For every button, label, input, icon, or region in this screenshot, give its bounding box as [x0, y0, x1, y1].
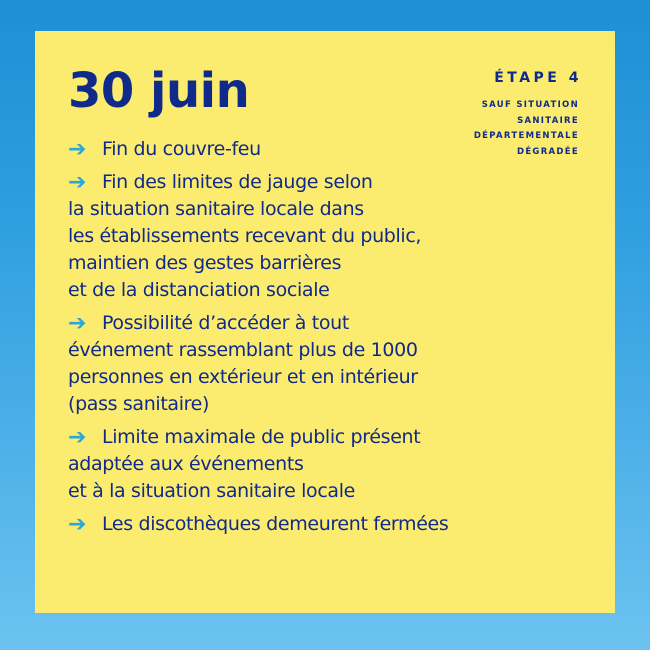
- stage-note-line: SANITAIRE: [517, 115, 579, 126]
- arrow-right-icon: ➔: [68, 137, 87, 162]
- item-text-line: personnes en extérieur et en intérieur: [68, 366, 418, 388]
- item-text-line: maintien des gestes barrières: [68, 252, 342, 274]
- item-text-line: Limite maximale de public présent: [102, 426, 421, 448]
- list-item: [68, 310, 598, 418]
- item-text-line: (pass sanitaire): [68, 393, 210, 415]
- list-item: [68, 424, 598, 505]
- stage-note-line: SAUF SITUATION: [481, 100, 579, 110]
- list-item: [68, 511, 598, 538]
- list-item: [68, 169, 598, 304]
- item-text-line: les établissements recevant du public,: [68, 225, 422, 247]
- arrow-right-icon: ➔: [68, 311, 87, 336]
- item-text-line: Fin des limites de jauge selon: [102, 171, 373, 193]
- item-text-line: adaptée aux événements: [68, 453, 304, 475]
- item-text-line: Les discothèques demeurent fermées: [102, 513, 449, 535]
- list-item: [68, 136, 598, 163]
- item-text-line: événement rassemblant plus de 1000: [68, 339, 418, 361]
- stage-title: ÉTAPE 4: [494, 70, 582, 86]
- item-text-line: la situation sanitaire locale dans: [68, 198, 364, 220]
- date-heading: 30 juin: [68, 63, 250, 119]
- item-text-line: et de la distanciation sociale: [68, 279, 330, 301]
- item-text-line: Possibilité d’accéder à tout: [102, 312, 349, 334]
- item-text-line: Fin du couvre-feu: [102, 138, 261, 160]
- stage-note-line: DÉGRADÉE: [516, 146, 579, 157]
- arrow-right-icon: ➔: [68, 170, 87, 195]
- arrow-right-icon: ➔: [68, 512, 87, 537]
- arrow-right-icon: ➔: [68, 425, 87, 450]
- measures-list: [68, 136, 598, 544]
- item-text-line: et à la situation sanitaire locale: [68, 480, 355, 502]
- stage-note-line: DÉPARTEMENTALE: [473, 131, 579, 141]
- info-card: [35, 31, 615, 613]
